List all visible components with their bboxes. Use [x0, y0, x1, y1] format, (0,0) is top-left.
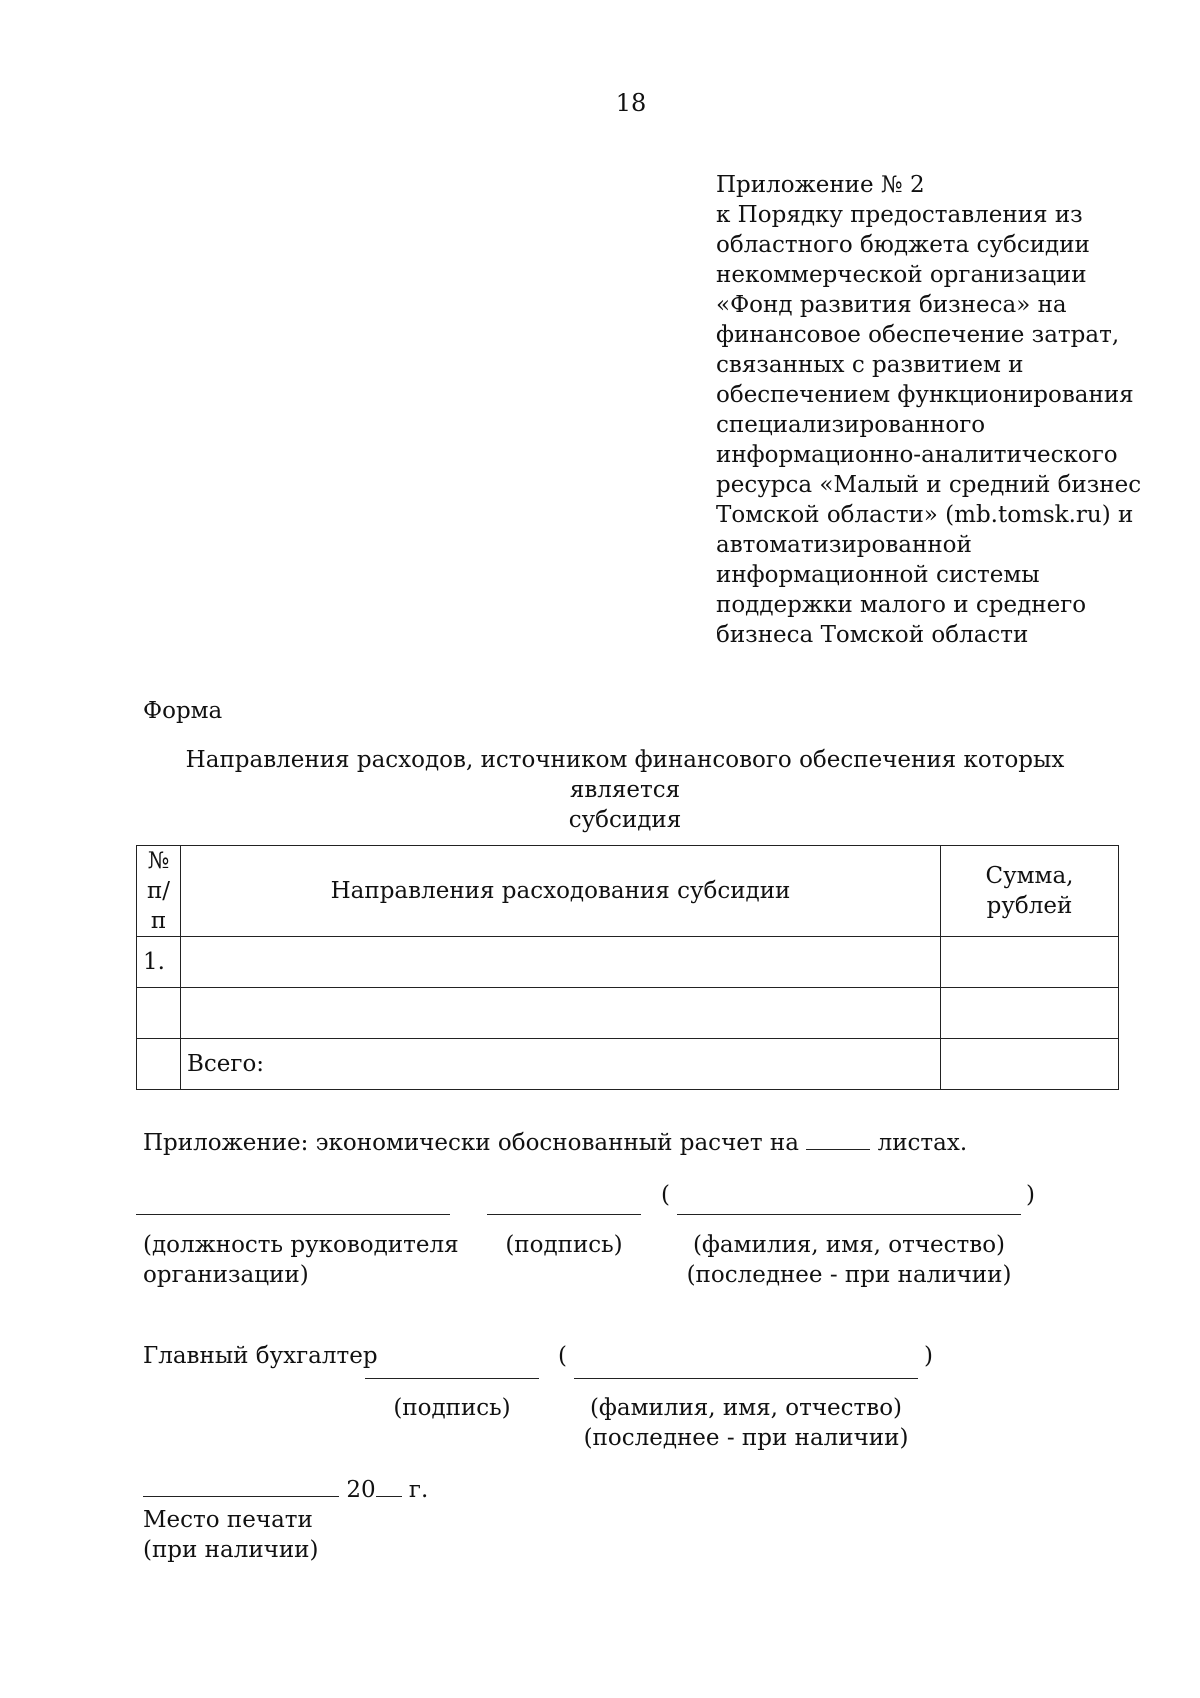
- table-row: [137, 988, 1119, 1039]
- cell-num: [137, 1039, 181, 1090]
- table-header-row: [137, 846, 1119, 937]
- year-field[interactable]: [376, 1474, 402, 1497]
- head-name-caption: [677, 1230, 1021, 1290]
- appendix-line: «Фонд развития бизнеса» на: [716, 292, 1067, 318]
- head-position-caption: [143, 1230, 459, 1290]
- year-prefix: 20: [346, 1477, 376, 1503]
- form-title-line: Направления расходов, источником финансового обеспечения которых является: [185, 747, 1065, 803]
- appendix-line: некоммерческой организации: [716, 262, 1087, 288]
- attachment-suffix: листах.: [877, 1130, 968, 1156]
- appendix-header: [716, 170, 1142, 650]
- cell-total-sum[interactable]: [941, 1039, 1119, 1090]
- caption-line: (должность руководителя: [143, 1232, 459, 1258]
- cell-total-label: Всего:: [181, 1039, 941, 1090]
- date-line: [143, 1474, 428, 1505]
- cell-direction[interactable]: [181, 988, 941, 1039]
- close-paren: ): [1026, 1182, 1035, 1208]
- cell-sum[interactable]: [941, 988, 1119, 1039]
- attachment-line: [143, 1127, 967, 1158]
- caption-line: организации): [143, 1262, 309, 1288]
- header-direction: Направления расходования субсидии: [181, 846, 941, 937]
- year-suffix: г.: [408, 1477, 429, 1503]
- appendix-line: ресурса «Малый и средний бизнес: [716, 472, 1142, 498]
- open-paren: (: [661, 1182, 670, 1208]
- head-name-field[interactable]: [677, 1214, 1021, 1215]
- cell-sum[interactable]: [941, 937, 1119, 988]
- header-sum: Сумма, рублей: [941, 846, 1119, 937]
- appendix-line: Приложение № 2: [716, 172, 925, 198]
- table-row: [137, 937, 1119, 988]
- appendix-line: информационно-аналитического: [716, 442, 1118, 468]
- appendix-line: автоматизированной: [716, 532, 972, 558]
- page-number: 18: [615, 89, 647, 117]
- form-label: Форма: [143, 698, 223, 724]
- appendix-line: специализированного: [716, 412, 986, 438]
- appendix-line: Томской области» (mb.tomsk.ru) и: [716, 502, 1134, 528]
- header-num-symbol: №: [147, 848, 170, 874]
- form-title-line: субсидия: [568, 807, 682, 833]
- cell-direction[interactable]: [181, 937, 941, 988]
- stamp-line: Место печати: [143, 1507, 313, 1533]
- appendix-line: поддержки малого и среднего: [716, 592, 1087, 618]
- appendix-line: к Порядку предоставления из: [716, 202, 1083, 228]
- table-total-row: [137, 1039, 1119, 1090]
- stamp-line: (при наличии): [143, 1537, 319, 1563]
- close-paren: ): [924, 1343, 933, 1369]
- header-num-abbr: п/п: [146, 878, 171, 934]
- attachment-prefix: Приложение: экономически обоснованный расчет на: [143, 1130, 799, 1156]
- head-signature-field[interactable]: [487, 1214, 641, 1215]
- appendix-line: связанных с развитием и: [716, 352, 1024, 378]
- caption-line: (фамилия, имя, отчество): [692, 1232, 1006, 1258]
- accountant-name-caption: [574, 1393, 918, 1453]
- caption-line: (последнее - при наличии): [686, 1262, 1012, 1288]
- caption-line: (последнее - при наличии): [583, 1425, 909, 1451]
- open-paren: (: [558, 1343, 567, 1369]
- stamp-caption: [143, 1505, 319, 1565]
- appendix-line: обеспечением функционирования: [716, 382, 1134, 408]
- accountant-signature-field[interactable]: [365, 1378, 539, 1379]
- cell-num: 1.: [137, 937, 181, 988]
- cell-num: [137, 988, 181, 1039]
- form-title: [150, 745, 1100, 835]
- head-signature-caption: (подпись): [505, 1232, 623, 1258]
- appendix-line: финансовое обеспечение затрат,: [716, 322, 1120, 348]
- appendix-line: информационной системы: [716, 562, 1040, 588]
- appendix-line: областного бюджета субсидии: [716, 232, 1090, 258]
- expenses-table: [136, 845, 1119, 1090]
- date-day-month-field[interactable]: [143, 1474, 339, 1497]
- caption-line: (фамилия, имя, отчество): [589, 1395, 903, 1421]
- accountant-signature-caption: (подпись): [393, 1395, 511, 1421]
- header-num: [137, 846, 181, 937]
- chief-accountant-label: Главный бухгалтер: [143, 1343, 378, 1369]
- sheets-count-field[interactable]: [806, 1127, 870, 1150]
- head-position-field[interactable]: [136, 1214, 450, 1215]
- accountant-name-field[interactable]: [574, 1378, 918, 1379]
- appendix-line: бизнеса Томской области: [716, 622, 1029, 648]
